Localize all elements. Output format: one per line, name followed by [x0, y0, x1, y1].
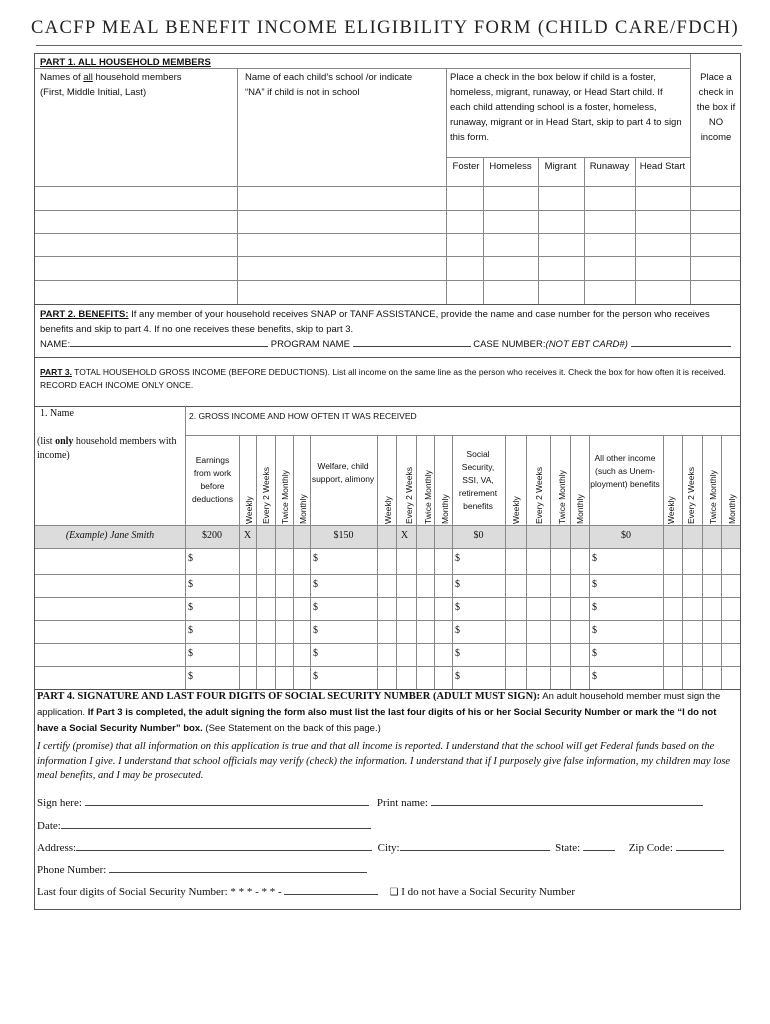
income-grid-line	[589, 435, 590, 689]
income-dollar-r4-c0[interactable]: $	[188, 648, 193, 659]
sign-row: Sign here: Print name:	[37, 797, 703, 809]
income-dollar-r1-c0[interactable]: $	[188, 579, 193, 590]
income-dollar-r1-c1[interactable]: $	[313, 579, 318, 590]
income-dollar-r5-c3[interactable]: $	[592, 671, 597, 682]
title-rule	[36, 45, 742, 46]
income-dollar-r3-c1[interactable]: $	[313, 625, 318, 636]
form-title: CACFP MEAL BENEFIT INCOME ELIGIBILITY FORM (CHILD CARE/FDCH)	[30, 18, 740, 38]
phone-field[interactable]	[109, 872, 367, 873]
freq-twice-2: Twice Monthly	[423, 470, 433, 524]
income-grid-line	[396, 435, 397, 689]
part3-income-header: 2. GROSS INCOME AND HOW OFTEN IT WAS RECEIVED	[189, 411, 417, 421]
income-grid-line	[702, 435, 703, 689]
income-dollar-r4-c3[interactable]: $	[592, 648, 597, 659]
income-dollar-r0-c3[interactable]: $	[592, 553, 597, 564]
freq-monthly-4: Monthly	[727, 494, 737, 524]
income-dollar-r5-c0[interactable]: $	[188, 671, 193, 682]
sign-field[interactable]	[85, 805, 369, 806]
income-type-earnings: Earnings from work before deductions	[191, 455, 234, 504]
state-field[interactable]	[583, 850, 615, 851]
phone-row: Phone Number:	[37, 864, 367, 876]
part3-name-header: 1. Name	[40, 408, 74, 419]
freq-twice-1: Twice Monthly	[280, 470, 290, 524]
part1-col-names-header: Names of all household members (First, Middle Initial, Last)	[40, 72, 182, 98]
income-dollar-r0-c2[interactable]: $	[455, 553, 460, 564]
part4-intro: PART 4. SIGNATURE AND LAST FOUR DIGITS OF SOCIAL SECURITY NUMBER (ADULT MUST SIGN): An adult household member must sign the application. If Part 3 is completed, the adult signing the form also must list the last four digits of his or her Social Security Number or mark the “I do not have a Social Security Number” box. (See Statement on the back of this page.)	[37, 691, 721, 734]
freq-weekly-3: Weekly	[511, 496, 521, 524]
income-dollar-r1-c2[interactable]: $	[455, 579, 460, 590]
status-foster-label: Foster	[452, 161, 480, 172]
no-ssn-label: I do not have a Social Security Number	[401, 886, 576, 898]
ssn-field[interactable]	[284, 894, 378, 895]
example-name: (Example) Jane Smith	[65, 530, 155, 541]
income-dollar-r2-c3[interactable]: $	[592, 602, 597, 613]
part1-heading: PART 1. ALL HOUSEHOLD MEMBERS	[40, 57, 211, 68]
income-grid-line	[310, 435, 311, 689]
income-dollar-r2-c0[interactable]: $	[188, 602, 193, 613]
ssn-row: Last four digits of Social Security Number: * * * - * * - ❏ I do not have a Social Security Number	[37, 886, 576, 898]
part3-intro: PART 3. TOTAL HOUSEHOLD GROSS INCOME (BEFORE DEDUCTIONS). List all income on the same line as the person who receives it. Check the box for how often it is received. RECORD EACH INCOME ONLY ONCE.	[40, 367, 726, 390]
income-dollar-r1-c3[interactable]: $	[592, 579, 597, 590]
status-runaway-label: Runaway	[589, 161, 630, 172]
freq-every2-1: Every 2 Weeks	[261, 466, 271, 524]
income-dollar-r2-c1[interactable]: $	[313, 602, 318, 613]
freq-every2-4: Every 2 Weeks	[686, 466, 696, 524]
income-grid-line	[682, 435, 683, 689]
part4-certify: I certify (promise) that all information on this application is true and that all income is reported. I understand that the school will get Federal funds based on the information I give. I understand that school officials may verify (check) the information. I understand that if I purposely give false information, my children may lose meal benefits, and I may be prosecuted.	[37, 741, 731, 781]
freq-monthly-2: Monthly	[440, 494, 450, 524]
income-type-welfare: Welfare, child support, alimony	[311, 461, 375, 484]
income-type-other: All other income (such as Unem-ployment) benefits	[590, 453, 660, 489]
income-dollar-r0-c0[interactable]: $	[188, 553, 193, 564]
example-earnings-check: X	[243, 530, 252, 541]
income-dollar-r5-c2[interactable]: $	[455, 671, 460, 682]
print-name-field[interactable]	[431, 805, 703, 806]
freq-twice-3: Twice Monthly	[557, 470, 567, 524]
freq-weekly-4: Weekly	[666, 496, 676, 524]
part1-col-no-income-header: Place a check in the box if NO income	[696, 72, 736, 143]
example-social: $0	[473, 530, 484, 541]
part1-col-status-header: Place a check in the box below if child is a foster, homeless, migrant, runaway, or Head Start child. If each child attending school is a foster, homeless, runaway, migrant or in Head Start, skip to part 4 to sign this form.	[450, 72, 682, 143]
part1-col-school-header: Name of each child’s school /or indicate “NA” if child is not in school	[245, 72, 413, 98]
income-dollar-r3-c0[interactable]: $	[188, 625, 193, 636]
income-grid-line	[377, 435, 378, 689]
income-grid-line	[275, 435, 276, 689]
date-field[interactable]	[61, 828, 371, 829]
income-grid-line	[434, 435, 435, 689]
income-grid-line	[256, 435, 257, 689]
income-dollar-r4-c1[interactable]: $	[313, 648, 318, 659]
income-dollar-r0-c1[interactable]: $	[313, 553, 318, 564]
no-ssn-checkbox[interactable]: ❏	[389, 887, 399, 898]
income-grid-line	[550, 435, 551, 689]
status-headstart-label: Head Start	[639, 161, 686, 172]
part3-name-subheader: (list only household members with income)	[37, 436, 177, 461]
income-grid-line	[570, 435, 571, 689]
status-homeless-label: Homeless	[489, 161, 532, 172]
income-dollar-r5-c1[interactable]: $	[313, 671, 318, 682]
income-grid-line	[721, 435, 722, 689]
income-grid-line	[452, 435, 453, 689]
income-grid-line	[526, 435, 527, 689]
part2-section: PART 2. BENEFITS: If any member of your household receives SNAP or TANF ASSISTANCE, provide the name and case number for the person who receives benefits and skip to part 4. If no one receives these benefits, skip to part 3. NAME: PROGRAM NAME CASE NUMBER:(NOT EBT CARD#)	[40, 307, 735, 352]
income-grid-line	[293, 435, 294, 689]
freq-monthly-3: Monthly	[575, 494, 585, 524]
freq-monthly-1: Monthly	[298, 494, 308, 524]
example-welfare: $150	[333, 530, 354, 541]
example-earnings: $200	[202, 530, 222, 541]
freq-weekly-2: Weekly	[383, 496, 393, 524]
income-grid-line	[663, 435, 664, 689]
income-dollar-r3-c3[interactable]: $	[592, 625, 597, 636]
income-dollar-r3-c2[interactable]: $	[455, 625, 460, 636]
address-row: Address: City: State: Zip Code:	[37, 842, 724, 854]
income-type-social: Social Security, SSI, VA, retirement benefits	[458, 449, 498, 511]
status-migrant-label: Migrant	[544, 161, 577, 172]
income-grid-line	[416, 435, 417, 689]
freq-every2-2: Every 2 Weeks	[404, 466, 414, 524]
income-dollar-r4-c2[interactable]: $	[455, 648, 460, 659]
freq-twice-4: Twice Monthly	[708, 470, 718, 524]
income-grid-line	[239, 435, 240, 689]
freq-every2-3: Every 2 Weeks	[534, 466, 544, 524]
income-grid-line	[505, 435, 506, 689]
example-welfare-check: X	[400, 530, 409, 541]
example-other: $0	[621, 530, 631, 541]
income-dollar-r2-c2[interactable]: $	[455, 602, 460, 613]
city-field[interactable]	[400, 850, 550, 851]
date-row: Date:	[37, 820, 371, 832]
freq-weekly-1: Weekly	[244, 496, 254, 524]
address-field[interactable]	[76, 850, 372, 851]
zip-field[interactable]	[676, 850, 724, 851]
